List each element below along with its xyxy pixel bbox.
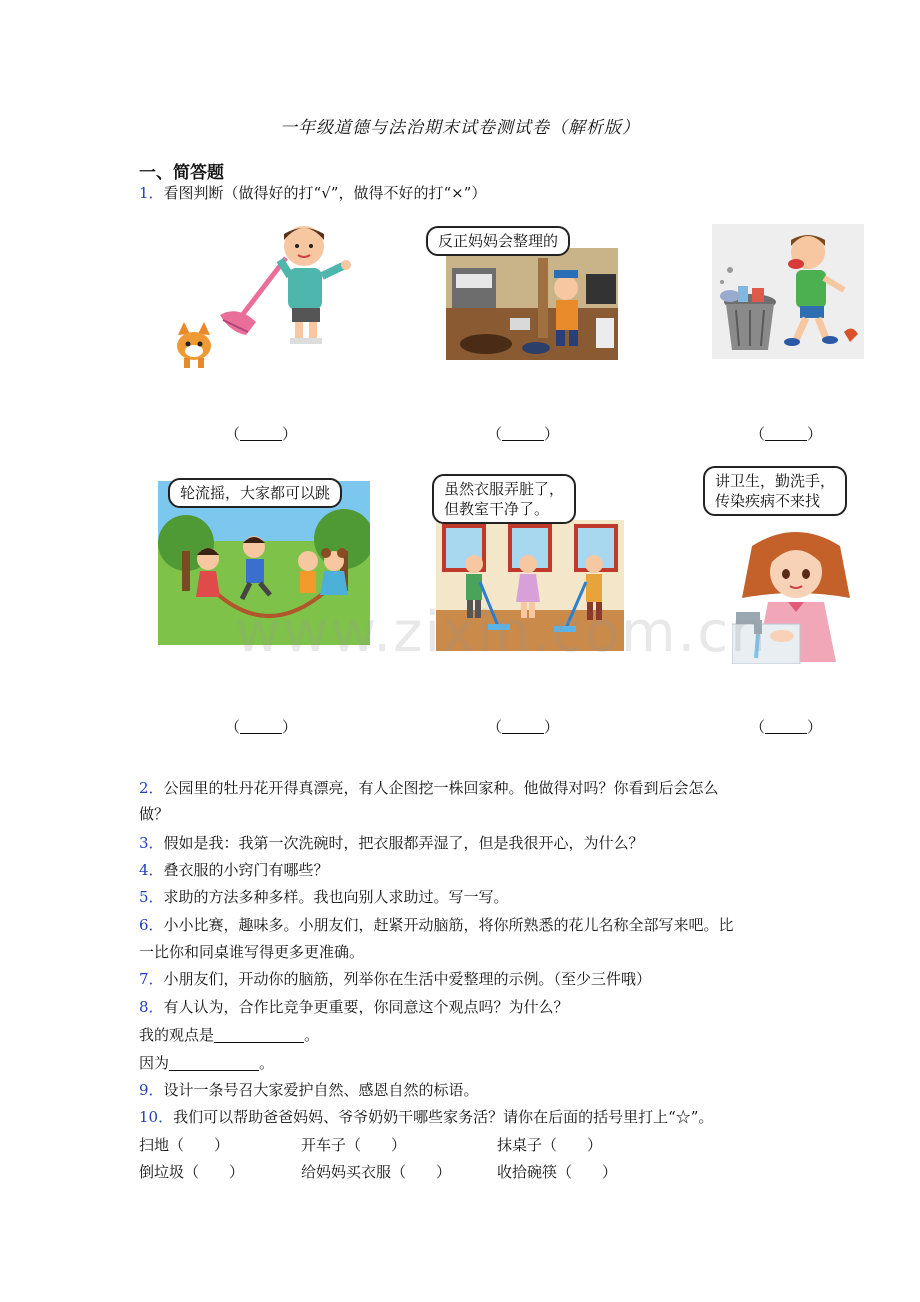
question-number: 3． <box>139 834 164 852</box>
question-9 <box>139 1077 479 1103</box>
question-text: 求助的方法多种多样。我也向别人求助过。写一写。 <box>163 888 509 906</box>
question-text: 设计一条号召大家爱护自然、感恩自然的标语。 <box>163 1081 479 1099</box>
question-4 <box>139 857 329 883</box>
watermark: www.zixin.com.cn <box>235 600 768 665</box>
question-text: 我们可以帮助爸爸妈妈、爷爷奶奶干哪些家务活？请你在后面的括号里打上“☆”。 <box>173 1108 714 1126</box>
chore-option[interactable]: 开车子（ ） <box>301 1136 407 1154</box>
cat-icon <box>177 322 211 368</box>
question-5 <box>139 884 509 910</box>
chore-option[interactable]: 给妈妈买衣服（ ） <box>301 1163 452 1181</box>
chore-option[interactable]: 倒垃圾（ ） <box>139 1163 245 1181</box>
fill-label: 我的观点是 <box>139 1026 215 1044</box>
question-10 <box>139 1104 713 1130</box>
question-text: 有人认为，合作比竞争更重要，你同意这个观点吗？为什么？ <box>163 998 569 1016</box>
speech-bubble-line: 但教室干净了。 <box>444 500 550 518</box>
question-8 <box>139 994 569 1020</box>
speech-bubble-line: 传染疾病不来找 <box>715 492 821 510</box>
chore-option[interactable]: 抹桌子（ ） <box>497 1136 603 1154</box>
trash-can-icon <box>720 286 776 350</box>
speech-bubble-line: 讲卫生，勤洗手， <box>715 472 836 490</box>
fill-label: 因为 <box>139 1054 170 1072</box>
answer-bracket[interactable]: （ ） <box>224 425 298 443</box>
chore-option[interactable]: 收拾碗筷（ ） <box>497 1163 618 1181</box>
question-number: 5． <box>139 888 164 906</box>
question-6-continued <box>139 939 364 965</box>
answer-bracket[interactable]: （ ） <box>749 425 823 443</box>
question-2-continued <box>139 801 169 827</box>
picture-littering-boy <box>712 224 864 359</box>
answer-bracket[interactable]: （ ） <box>749 718 823 736</box>
question-text: 一比你和同桌谁写得更多更准确。 <box>139 943 365 961</box>
question-number: 2． <box>139 779 164 797</box>
question-3 <box>139 830 644 856</box>
question-number: 9． <box>139 1081 164 1099</box>
speech-bubble: 反正妈妈会整理的 <box>426 226 570 256</box>
speech-bubble-line: 虽然衣服弄脏了， <box>444 480 565 498</box>
question-text: 叠衣服的小窍门有哪些？ <box>163 861 329 879</box>
speech-bubble <box>703 466 847 516</box>
page-title: 一年级道德与法治期末试卷测试卷（解析版） <box>280 118 640 138</box>
picture-messy-room <box>446 248 618 360</box>
speech-bubble <box>432 474 576 524</box>
answer-bracket[interactable]: （ ） <box>224 718 298 736</box>
question-text: 公园里的牡丹花开得真漂亮，有人企图挖一株回家种。他做得对吗？你看到后会怎么 <box>163 779 719 797</box>
question-6 <box>139 912 734 938</box>
answer-bracket[interactable]: （ ） <box>486 425 560 443</box>
question-number: 10． <box>139 1108 174 1126</box>
question-text: 假如是我：我第一次洗碗时，把衣服都弄湿了，但是我很开心，为什么？ <box>163 834 644 852</box>
chore-option[interactable]: 扫地（ ） <box>139 1136 230 1154</box>
question-number: 7． <box>139 970 164 988</box>
speech-bubble: 轮流摇，大家都可以跳 <box>168 478 342 508</box>
picture-boy-sweeping <box>168 220 358 375</box>
question-8-reason: 因为 。 <box>139 1054 275 1072</box>
section-heading: 一、简答题 <box>139 163 224 183</box>
fill-blank[interactable] <box>169 1054 259 1071</box>
question-2 <box>139 775 719 801</box>
question-7 <box>139 966 651 992</box>
answer-bracket[interactable]: （ ） <box>486 718 560 736</box>
question-8-view: 我的观点是 。 <box>139 1026 320 1044</box>
question-text: 看图判断（做得好的打“√”，做得不好的打“×”） <box>163 184 487 202</box>
question-number: 6． <box>139 916 164 934</box>
question-1 <box>139 180 486 206</box>
fill-blank[interactable] <box>214 1026 304 1043</box>
question-number: 1． <box>139 184 164 202</box>
question-text: 做？ <box>139 805 170 823</box>
question-number: 8． <box>139 998 164 1016</box>
question-text: 小朋友们，开动你的脑筋，列举你在生活中爱整理的示例。（至少三件哦） <box>163 970 652 988</box>
question-text: 小小比赛，趣味多。小朋友们，赶紧开动脑筋，将你所熟悉的花儿名称全部写来吧。比 <box>163 916 734 934</box>
question-number: 4． <box>139 861 164 879</box>
